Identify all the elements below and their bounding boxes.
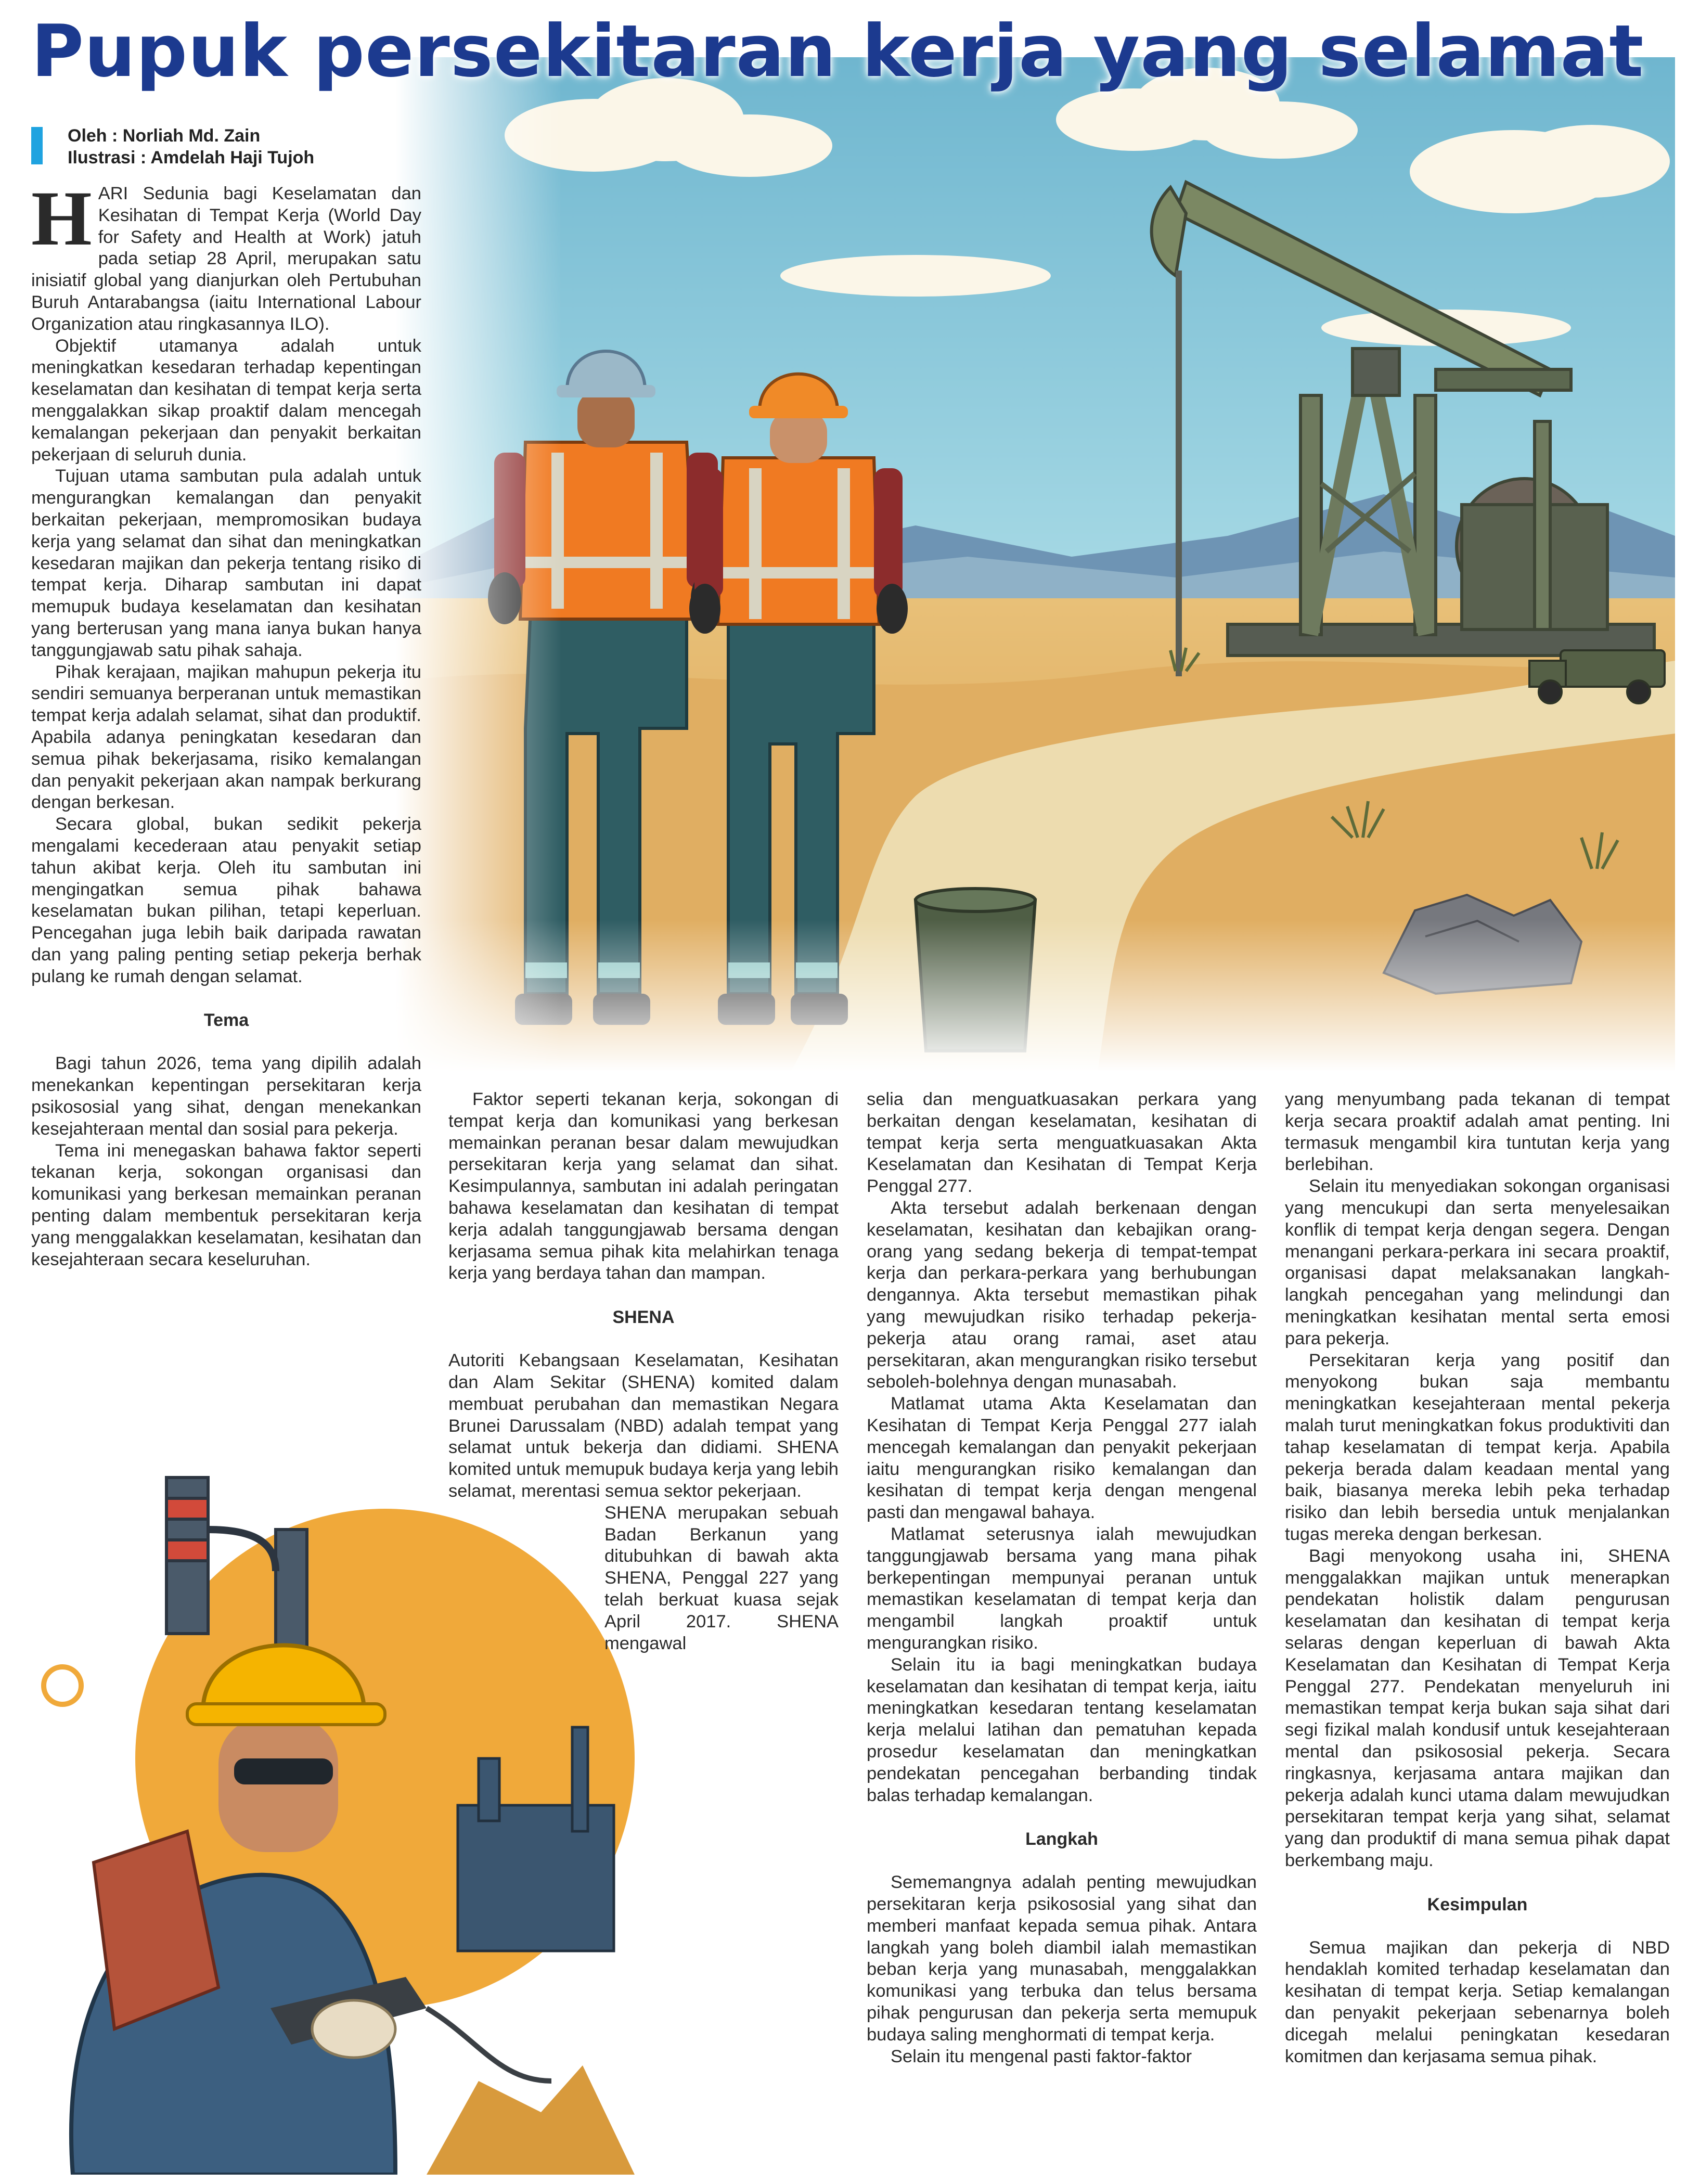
paragraph: Objektif utamanya adalah untuk meningkatkan kesedaran terhadap kepentingan keselamatan dan kesihatan di tempat kerja serta menggalakkan sikap proaktif dalam mencegah kemalangan pekerjaan dan penyakit berkaitan pekerjaan di seluruh dunia. <box>31 336 421 465</box>
lead-paragraph <box>31 175 421 336</box>
paragraph: Akta tersebut adalah berkenaan dengan keselamatan, kesihatan dan kebajikan orang-orang yang sedang bekerja di tempat-tempat kerja dan perkara-perkara yang berhubungan dengannya. Akta tersebut memastikan pihak yang mewujudkan risiko terhadap pekerja-pekerja atau orang ramai, aset atau persekitaran, akan mengurangkan risiko tersebut seboleh-bolehnya dengan munasabah. <box>867 1198 1257 1392</box>
paragraph: Matlamat utama Akta Keselamatan dan Kesihatan di Tempat Kerja Penggal 277 ialah mencegah kemalangan dan penyakit pekerjaan iaitu mengurangkan risiko kemalangan dan kesihatan di tempat kerja dengan mengenal pasti dan mengawal bahaya. <box>867 1394 1257 1523</box>
paragraph: Tema ini menegaskan bahawa faktor seperti tekanan kerja, sokongan organisasi dan komunikasi yang berkesan memainkan peranan penting dalam membentuk persekitaran kerja yang menggalakkan keselamatan, kesihatan dan kesejahteraan secara keseluruhan. <box>31 1140 421 1269</box>
paragraph: Bagi menyokong usaha ini, SHENA menggalakkan majikan untuk menerapkan pendekatan holistik dalam pengurusan keselamatan dan kesihatan di tempat kerja selaras dengan keperluan di bawah Akta Keselamatan dan Kesihatan di Tempat Kerja Penggal 277. Pendekatan menyeluruh ini memastikan tempat kerja bukan saja sihat dari segi fizikal malah kondusif untuk kesejahteraan mental dan psikososial pekerja. Secara ringkasnya, kerjasama antara majikan dan pekerja adalah kunci utama dalam mewujudkan persekitaran tempat kerja yang sihat, selamat yang dan produktif di mana semua pihak dapat berkembang maju. <box>1285 1546 1670 1870</box>
paragraph: Selain itu menyediakan sokongan organisasi yang mencukupi dan serta menyelesaikan konflik di tempat kerja dengan segera. Dengan menangani perkara-perkara ini secara proaktif, organisasi dapat melaksanakan langkah-langkah pencegahan yang melindungi dan meningkatkan kesihatan mental serta emosi para pekerja. <box>1285 1176 1670 1348</box>
article-column-3 <box>867 1089 1257 2067</box>
paragraph: Semua majikan dan pekerja di NBD hendaklah komited terhadap keselamatan dan kesihatan di tempat kerja. Setiap kemalangan dan penyakit pekerjaan sebenarnya boleh dicegah melalui peningkatan kesedaran komitmen dan kerjasama semua pihak. <box>1285 1937 1670 2066</box>
drop-cap: H <box>31 175 92 262</box>
article-column-2 <box>448 1089 839 1654</box>
paragraph: selia dan menguatkuasakan perkara yang berkaitan dengan keselamatan, kesihatan di tempat kerja serta menguatkuasakan Akta Keselamatan dan Kesihatan di Tempat Kerja Penggal 277. <box>867 1089 1257 1197</box>
paragraph: Matlamat seterusnya ialah mewujudkan tanggungjawab bersama yang mana pihak berkepentingan mempunyai peranan untuk memastikan keselamatan di tempat kerja dan mengambil langkah proaktif untuk mengurangkan risiko. <box>867 1524 1257 1653</box>
article-column-1 <box>31 175 421 1270</box>
paragraph: Faktor seperti tekanan kerja, sokongan di tempat kerja dan komunikasi yang berkesan memainkan peranan besar dalam mewujudkan persekitaran kerja yang selamat dan sihat. Kesimpulannya, sambutan ini adalah peringatan bahawa keselamatan dan kesihatan di tempat kerja adalah tanggungjawab bersama dengan kerjasama semua pihak kita melahirkan tenaga kerja yang berdaya tahan dan mampan. <box>448 1089 839 1283</box>
subheading-langkah: Langkah <box>1025 1829 1098 1849</box>
subheading-tema: Tema <box>203 1010 249 1031</box>
byline <box>31 125 406 169</box>
illustrator-credit: Ilustrasi : Amdelah Haji Tujoh <box>68 148 315 168</box>
paragraph: yang menyumbang pada tekanan di tempat kerja secara proaktif adalah amat penting. Ini termasuk mengambil kira tuntutan kerja yang berlebihan. <box>1285 1089 1670 1175</box>
byline-accent-bar <box>31 127 43 164</box>
subheading-kesimpulan: Kesimpulan <box>1427 1894 1528 1915</box>
paragraph: Bagi tahun 2026, tema yang dipilih adalah menekankan kepentingan persekitaran kerja psikososial yang sihat, dengan menekankan kesejahteraan mental dan sosial para pekerja. <box>31 1054 421 1139</box>
paragraph: Tujuan utama sambutan pula adalah untuk mengurangkan kemalangan dan penyakit berkaitan pekerjaan, mempromosikan budaya kerja yang selamat dan sihat dan meningkatkan kesedaran majikan dan pekerja tentang risiko di tempat kerja. Diharap sambutan ini dapat memupuk budaya keselamatan dan kesihatan yang berterusan yang mana ianya bukan hanya tanggungjawab satu pihak sahaja. <box>31 466 421 660</box>
headline: Pupuk persekitaran kerja yang selamat <box>31 9 1644 93</box>
paragraph: Selain itu ia bagi meningkatkan budaya keselamatan dan kesihatan di tempat kerja, iaitu meningkatkan kesedaran tentang keselamatan kerja melalui latihan dan pematuhan kepada prosedur keselamatan dan meningkatkan pendekatan pencegahan berbanding tindak balas terhadap kemalangan. <box>867 1654 1257 1805</box>
paragraph: Pihak kerajaan, majikan mahupun pekerja itu sendiri semuanya berperanan untuk memastikan tempat kerja adalah selamat, sihat dan produktif. Apabila adanya peningkatan kesedaran dan semua pihak bekerjasama, risiko kemalangan dan penyakit pekerjaan akan nampak berkurang dengan berkesan. <box>31 662 421 813</box>
article-column-4 <box>1285 1089 1670 2067</box>
oilfield-illustration <box>395 57 1675 1072</box>
paragraph: Autoriti Kebangsaan Keselamatan, Kesihatan dan Alam Sekitar (SHENA) komited dalam membuat perubahan dan memastikan Negara Brunei Darussalam (NBD) adalah tempat yang selamat untuk bekerja dan didiami. SHENA komited untuk memupuk budaya kerja yang lebih selamat, merentasi semua sektor pekerjaan. <box>448 1351 839 1501</box>
author-credit: Oleh : Norliah Md. Zain <box>68 126 261 146</box>
paragraph: Sememangnya adalah penting mewujudkan persekitaran kerja psikososial yang sihat dan memberi manfaat kepada semua pihak. Antara langkah yang boleh diambil ialah memastikan beban kerja yang munasabah, menggalakkan komunikasi yang terbuka dan telus bersama pihak pengurusan dan pekerja serta memupuk budaya saling menghormati di tempat kerja. <box>867 1872 1257 2045</box>
subheading-shena: SHENA <box>612 1307 675 1328</box>
paragraph: Secara global, bukan sedikit pekerja mengalami kecederaan atau penyakit setiap tahun akibat kerja. Oleh itu sambutan ini mengingatkan semua pihak bahawa keselamatan bukan pilihan, tetapi keperluan. Pencegahan juga lebih baik daripada rawatan dan yang paling penting setiap pekerja berhak pulang ke rumah dengan selamat. <box>31 814 421 986</box>
paragraph: SHENA merupakan sebuah Badan Berkanun yang ditubuhkan di bawah akta SHENA, Penggal 227 yang telah berkuat kuasa sejak April 2017. SHENA mengawal <box>604 1502 839 1653</box>
paragraph: Selain itu mengenal pasti faktor-faktor <box>891 2046 1192 2066</box>
paragraph: Persekitaran kerja yang positif dan menyokong bukan saja membantu meningkatkan kesejahteraan mental pekerja malah turut meningkatkan fokus produktiviti dan tahap keselamatan di tempat kerja. Apabila pekerja berada dalam keadaan mental yang baik, biasanya mereka lebih peka terhadap risiko dan lebih bersedia untuk menjalankan tugas mereka dengan berkesan. <box>1285 1350 1670 1544</box>
lead-text: ARI Sedunia bagi Keselamatan dan Kesihatan di Tempat Kerja (World Day for Safety and Health at Work) jatuh pada setiap 28 April, merupakan satu inisiatif global yang dianjurkan oleh Pertubuhan Buruh Antarabangsa (iaitu International Labour Organization atau ringkasannya ILO). <box>31 184 421 334</box>
